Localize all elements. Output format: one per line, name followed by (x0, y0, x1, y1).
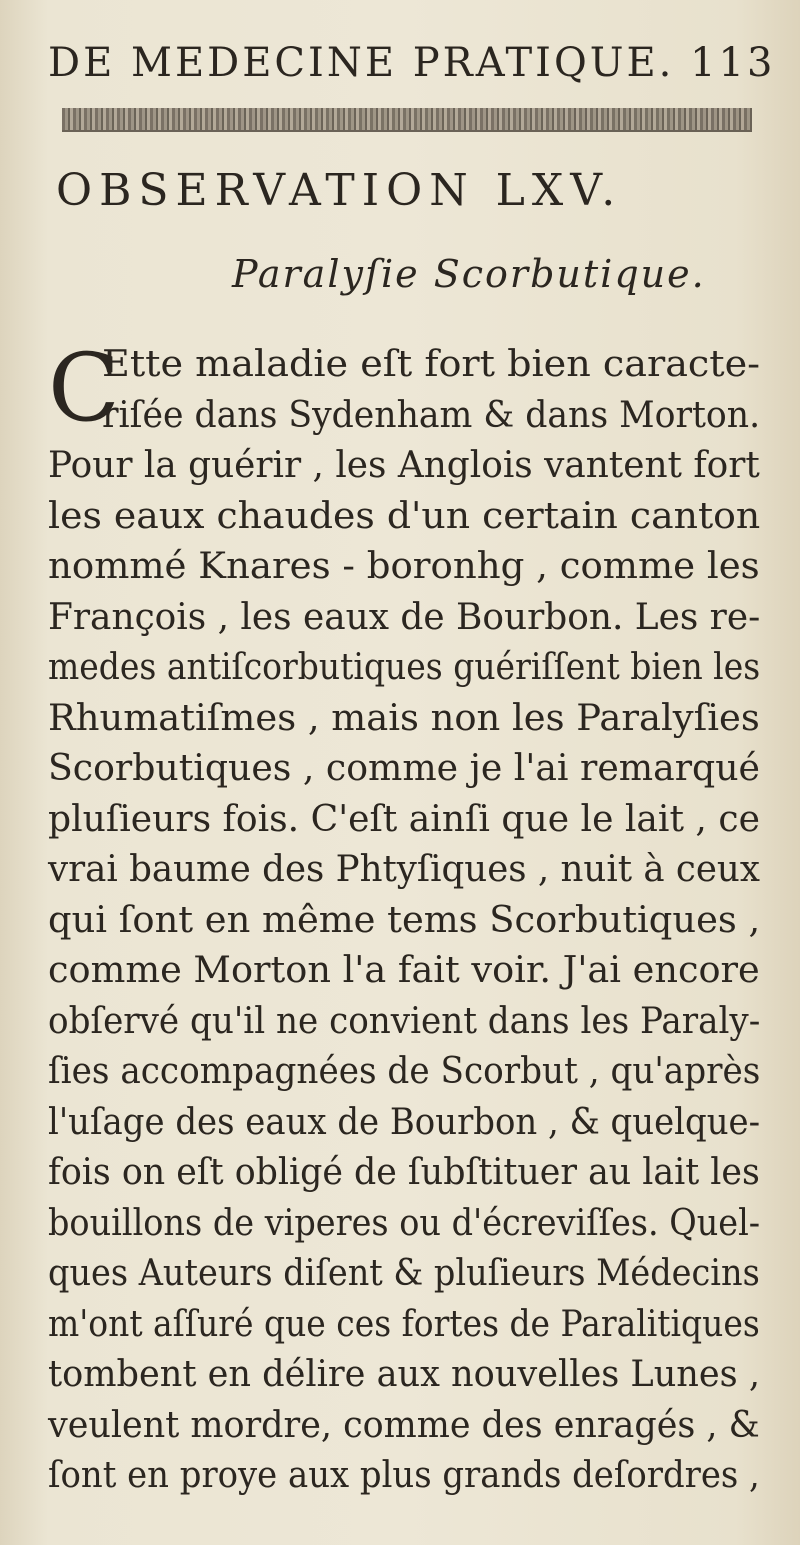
text-line (48, 795, 768, 846)
text-line (48, 1350, 768, 1401)
line-text: ques Auteurs diſent & pluſieurs Médecins (48, 1253, 760, 1294)
observation-title: OBSERVATION LXV. (56, 165, 623, 216)
text-line (48, 845, 768, 896)
text-line (48, 340, 768, 391)
line-text: François , les eaux de Bourbon. Les re- (48, 596, 761, 638)
line-text: fois on eſt obligé de ſubſtituer au lait les (48, 1152, 760, 1193)
line-text: ſont en proye aux plus grands deſordres , (48, 1455, 760, 1496)
line-text: Pour la guérir , les Anglois vantent fort (48, 445, 760, 486)
line-text: comme Morton l'a fait voir. J'ai encore (48, 950, 760, 991)
text-line (48, 542, 768, 593)
text-line (48, 744, 768, 795)
line-text: m'ont aſſuré que ces fortes de Paralitiques (48, 1303, 760, 1345)
text-line (48, 694, 768, 745)
running-head: DE MEDECINE PRATIQUE. 113 (48, 40, 776, 86)
line-text: medes antiſcorbutiques guériſſent bien les (48, 647, 761, 688)
line-text: Ette maladie eſt fort bien caracte- (102, 344, 761, 385)
text-line (48, 1047, 768, 1098)
text-line (48, 896, 768, 947)
line-text: les eaux chaudes d'un certain canton (48, 495, 761, 537)
line-text: vrai baume des Phtyſiques , nuit à ceux (48, 849, 760, 890)
line-text: l'uſage des eaux de Bourbon , & quelque- (48, 1101, 761, 1143)
text-line (48, 1401, 768, 1452)
text-line (48, 997, 768, 1048)
text-line (48, 946, 768, 997)
text-line (48, 593, 768, 644)
text-line (48, 492, 768, 543)
text-line (48, 1300, 768, 1351)
line-text: nommé Knares - boronhg , comme les (48, 546, 760, 587)
text-line (48, 391, 768, 442)
observation-subtitle: Paralyſie Scorbutique. (232, 252, 706, 296)
line-text: veulent mordre, comme des enragés , & (48, 1404, 760, 1446)
text-line (48, 1199, 768, 1250)
line-text: ſies accompagnées de Scorbut , qu'après (48, 1051, 761, 1092)
body-text (48, 334, 768, 1502)
line-text: tombent en délire aux nouvelles Lunes , (48, 1354, 761, 1395)
line-text: obſervé qu'il ne convient dans les Paraly- (48, 1000, 761, 1042)
text-line (48, 1451, 768, 1502)
text-line (48, 1148, 768, 1199)
line-text: riſée dans Sydenham & dans Morton. (102, 394, 761, 436)
drop-cap: C (48, 334, 120, 443)
line-text: pluſieurs fois. C'eſt ainſi que le lait , ce (48, 798, 760, 840)
line-text: bouillons de viperes ou d'écreviſſes. Quel- (48, 1202, 761, 1244)
line-text: Rhumatiſmes , mais non les Paralyſies (48, 697, 760, 739)
text-line (48, 1098, 768, 1149)
line-text: Scorbutiques , comme je l'ai remarqué (48, 748, 760, 789)
line-text: qui ſont en même tems Scorbutiques , (48, 899, 761, 941)
text-line (48, 441, 768, 492)
text-line (48, 643, 768, 694)
text-line (48, 1249, 768, 1300)
header-ornament-band (62, 108, 752, 132)
